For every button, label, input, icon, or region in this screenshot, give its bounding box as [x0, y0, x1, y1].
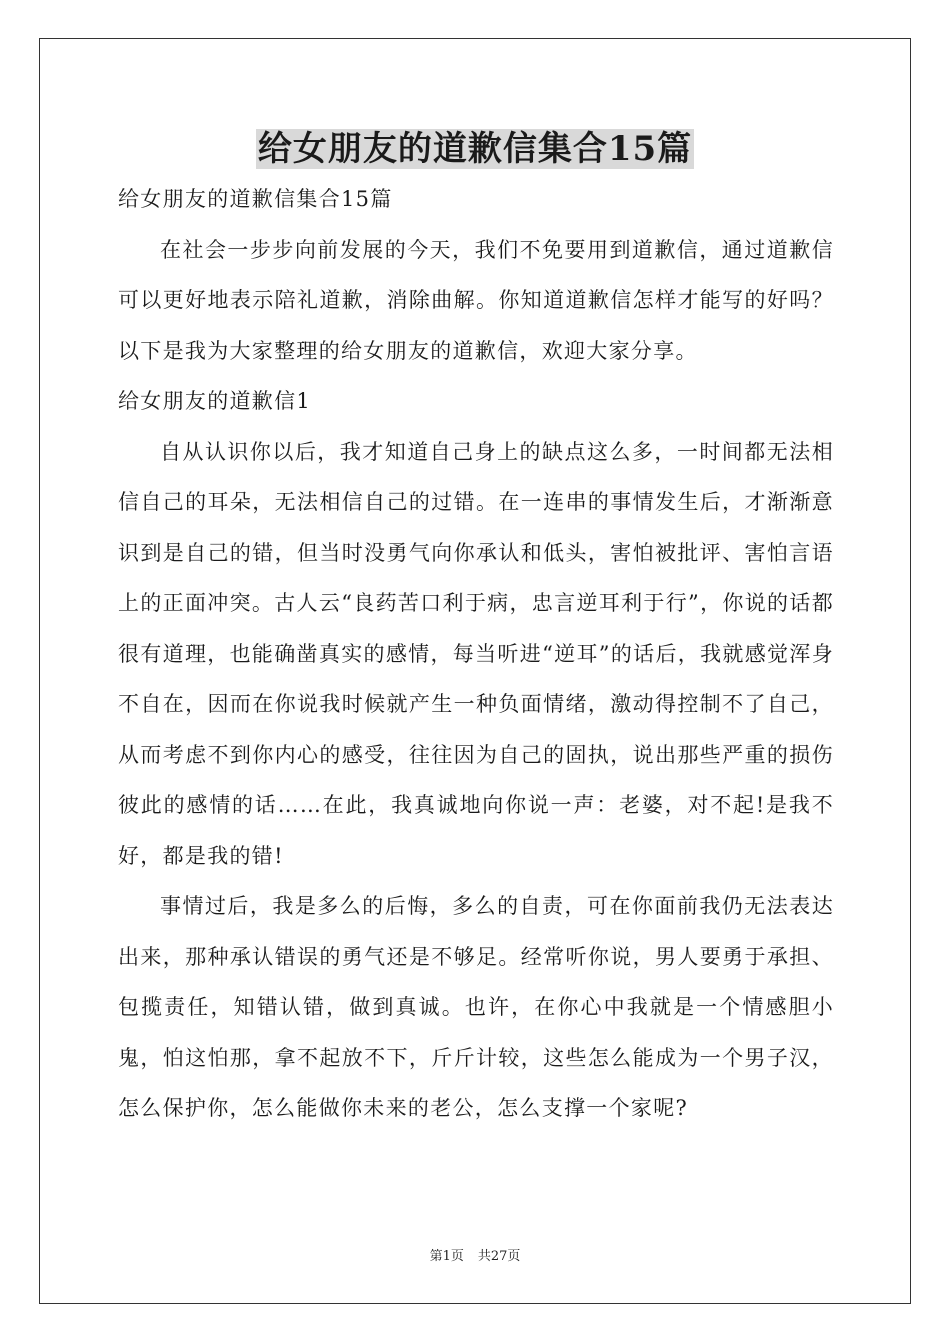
- body-paragraph: 自从认识你以后，我才知道自己身上的缺点这么多，一时间都无法相信自己的耳朵，无法相信自己的过错。在一连串的事情发生后，才渐渐意识到是自己的错，但当时没勇气向你承认和低头，害怕被批评、害怕言语上的正面冲突。古人云“良药苦口利于病，忠言逆耳利于行”，你说的话都很有道理，也能确凿真实的感情，每当听进“逆耳”的话后，我就感觉浑身不自在，因而在你说我时候就产生一种负面情绪，激动得控制不了自己，从而考虑不到你内心的感受，往往因为自己的固执，说出那些严重的损伤彼此的感情的话……在此，我真诚地向你说一声：老婆，对不起!是我不好，都是我的错!: [118, 439, 834, 868]
- document-body: [118, 174, 834, 1134]
- document-subtitle: 给女朋友的道歉信集合15篇: [118, 187, 393, 211]
- section-heading: 给女朋友的道歉信1: [118, 389, 312, 413]
- document-title: [0, 125, 950, 173]
- body-paragraph: 事情过后，我是多么的后悔，多么的自责，可在你面前我仍无法表达出来，那种承认错误的勇气还是不够足。经常听你说，男人要勇于承担、包揽责任，知错认错，做到真诚。也许，在你心中我就是一个情感胆小鬼，怕这怕那，拿不起放不下，斤斤计较，这些怎么能成为一个男子汉，怎么保护你，怎么能做你未来的老公，怎么支撑一个家呢?: [118, 894, 834, 1120]
- intro-paragraph: 在社会一步步向前发展的今天，我们不免要用到道歉信，通过道歉信可以更好地表示陪礼道歉，消除曲解。你知道道歉信怎样才能写的好吗？以下是我为大家整理的给女朋友的道歉信，欢迎大家分享。: [118, 237, 834, 363]
- page-footer: [0, 1248, 950, 1266]
- document-title-text: 给女朋友的道歉信集合15篇: [257, 129, 693, 169]
- page-total: 共27页: [477, 1249, 521, 1264]
- page-number: 第1页: [429, 1249, 464, 1264]
